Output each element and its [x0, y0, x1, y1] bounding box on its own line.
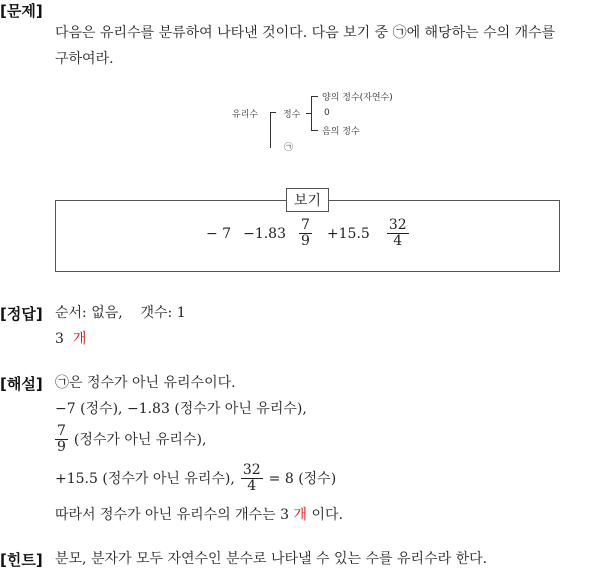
- bogi-item-c-den: 9: [301, 233, 310, 249]
- diagram-integer: 정수: [283, 110, 301, 120]
- bogi-item-a: − 7: [206, 225, 232, 242]
- diagram-line: [306, 113, 311, 114]
- diagram-integer-bracket: [311, 96, 312, 130]
- explanation-frac-den: 4: [247, 478, 257, 494]
- diagram-line: [311, 96, 318, 97]
- explanation-frac-7-9: [55, 424, 68, 455]
- explanation-line5-a: 따라서 정수가 아닌 유리수의 개수는 3: [55, 507, 290, 523]
- bogi-item-e: [387, 218, 409, 249]
- diagram-positive: 양의 정수(자연수): [322, 93, 393, 103]
- bogi-item-c-num: 7: [301, 217, 310, 233]
- explanation-line4: [55, 463, 336, 494]
- explanation-line3: [52, 424, 206, 455]
- bogi-title: [286, 188, 329, 212]
- bogi-item-b: −1.83: [243, 225, 286, 242]
- problem-text-line2: 구하여라.: [55, 51, 114, 67]
- answer-label: [정답]: [0, 305, 43, 323]
- diagram-line: [270, 112, 276, 113]
- diagram-root-bracket: [270, 112, 271, 148]
- problem-label: [문제]: [0, 2, 43, 20]
- problem-text-line1: 다음은 유리수를 분류하여 나타낸 것이다. 다음 보기 중 ㉠에 해당하는 수의 개수를: [55, 25, 556, 41]
- bogi-item-c: [299, 218, 312, 249]
- diagram-root: 유리수: [232, 110, 259, 120]
- answer-line1: 순서: 없음, 갯수: 1: [55, 305, 186, 321]
- hint-label: [힌트]: [0, 551, 43, 569]
- bogi-item-e-num: 32: [388, 217, 407, 233]
- explanation-frac-num: 32: [242, 462, 261, 478]
- diagram-negative: 음의 정수: [322, 127, 360, 137]
- bogi-item-e-den: 4: [393, 233, 403, 249]
- diagram-line: [311, 130, 318, 131]
- explanation-line5: [55, 506, 343, 524]
- hint-text: 분모, 분자가 모두 자연수인 분수로 나타낼 수 있는 수를 유리수라 한다.: [55, 551, 488, 567]
- diagram-mark: ㉠: [284, 143, 294, 153]
- explanation-frac-32-4: [241, 463, 263, 494]
- explanation-frac-num: 7: [57, 423, 66, 439]
- diagram-zero: 0: [324, 108, 330, 118]
- explanation-line1: ㉠은 정수가 아닌 유리수이다.: [55, 375, 236, 391]
- explanation-line3-text: (정수가 아닌 유리수),: [73, 431, 207, 448]
- bogi-item-d: +15.5: [326, 225, 370, 242]
- explanation-line2: −7 (정수), −1.83 (정수가 아닌 유리수),: [55, 401, 307, 417]
- answer-unit: 개: [72, 331, 87, 347]
- explanation-line4-a: +15.5 (정수가 아닌 유리수),: [55, 470, 235, 487]
- explanation-frac-den: 9: [57, 439, 66, 455]
- explanation-label: [해설]: [0, 375, 43, 393]
- bogi-items: [206, 218, 412, 249]
- answer-line2: [55, 330, 86, 348]
- explanation-line5-unit: 개: [293, 507, 308, 523]
- bogi-title-text: 보기: [294, 193, 322, 209]
- explanation-line4-b: = 8 (정수): [268, 470, 337, 487]
- answer-count: 3: [55, 331, 64, 347]
- explanation-line5-b: 이다.: [311, 507, 343, 523]
